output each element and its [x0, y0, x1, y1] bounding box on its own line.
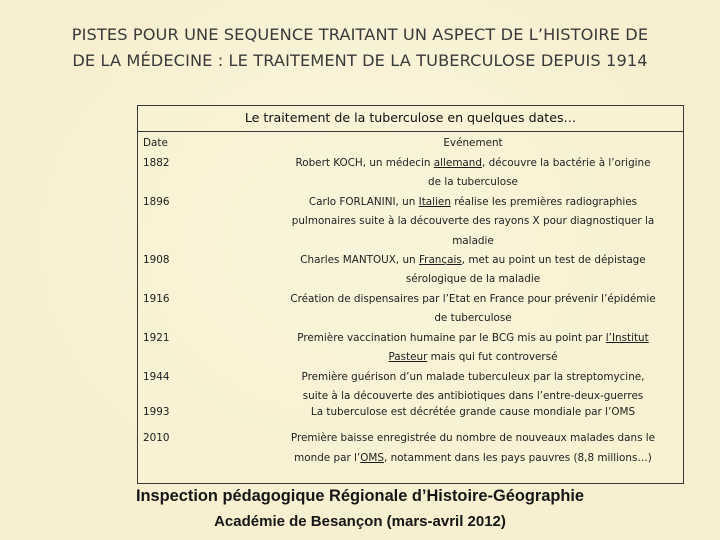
- underlined-word: Pasteur: [388, 351, 428, 363]
- row-event: Robert KOCH, un médecin allemand, découvre la bactérie à l’origine de la tuberculose: [295, 156, 651, 188]
- table-caption: Le traitement de la tuberculose en quelques dates…: [244, 110, 577, 125]
- footer-academy: Académie de Besançon (mars-avril 2012): [214, 513, 506, 530]
- dates-table: [137, 105, 684, 484]
- row-event: Charles MANTOUX, un Français, met au point un test de dépistage sérologique de la maladie: [300, 253, 646, 285]
- row-date: 1882: [143, 156, 170, 169]
- row-date: 1993: [143, 406, 170, 418]
- caption-divider: [138, 131, 683, 132]
- row-date: 1896: [143, 195, 170, 208]
- underlined-word: Italien: [418, 195, 451, 208]
- row-event: Première baisse enregistrée du nombre de nouveaux malades dans le monde par l’OMS, notamment dans les pays pauvres (8,8 millions…): [290, 432, 656, 464]
- slide-title-line-1: PISTES POUR UNE SEQUENCE TRAITANT UN ASPECT DE L’HISTOIRE DE: [71, 25, 649, 44]
- row-date: 1944: [143, 370, 170, 383]
- row-event: Première guérison d’un malade tuberculeux par la streptomycine, suite à la découverte des antibiotiques dans l’entre-deux-guerres: [301, 370, 645, 402]
- underlined-word: Français: [418, 253, 462, 266]
- date-header: Date: [143, 137, 168, 149]
- row-date: 1916: [143, 292, 170, 305]
- footer-inspection: Inspection pédagogique Régionale d’Histoire-Géographie: [135, 487, 585, 505]
- row-date: 1921: [143, 331, 170, 344]
- row-event: Première vaccination humaine par le BCG mis au point par l’Institut Pasteur mais qui fut controversé: [297, 331, 649, 363]
- row-event: Carlo FORLANINI, un Italien réalise les premières radiographies pulmonaires suite à la découverte des rayons X pour diagnostiquer la maladie: [291, 195, 655, 247]
- row-date: 1908: [143, 253, 170, 266]
- row-event: Création de dispensaires par l’Etat en France pour prévenir l’épidémie de tuberculose: [290, 292, 656, 324]
- underlined-word: l’Institut: [605, 331, 649, 344]
- underlined-word: OMS: [360, 451, 384, 464]
- row-date: 2010: [143, 432, 170, 444]
- event-header: Evénement: [443, 137, 503, 149]
- row-event: La tuberculose est décrétée grande cause mondiale par l’OMS: [310, 406, 636, 418]
- underlined-word: allemand: [433, 156, 482, 169]
- slide-title-line-2: DE LA MÉDECINE : LE TRAITEMENT DE LA TUBERCULOSE DEPUIS 1914: [72, 51, 648, 70]
- slide-title: [12, 22, 708, 74]
